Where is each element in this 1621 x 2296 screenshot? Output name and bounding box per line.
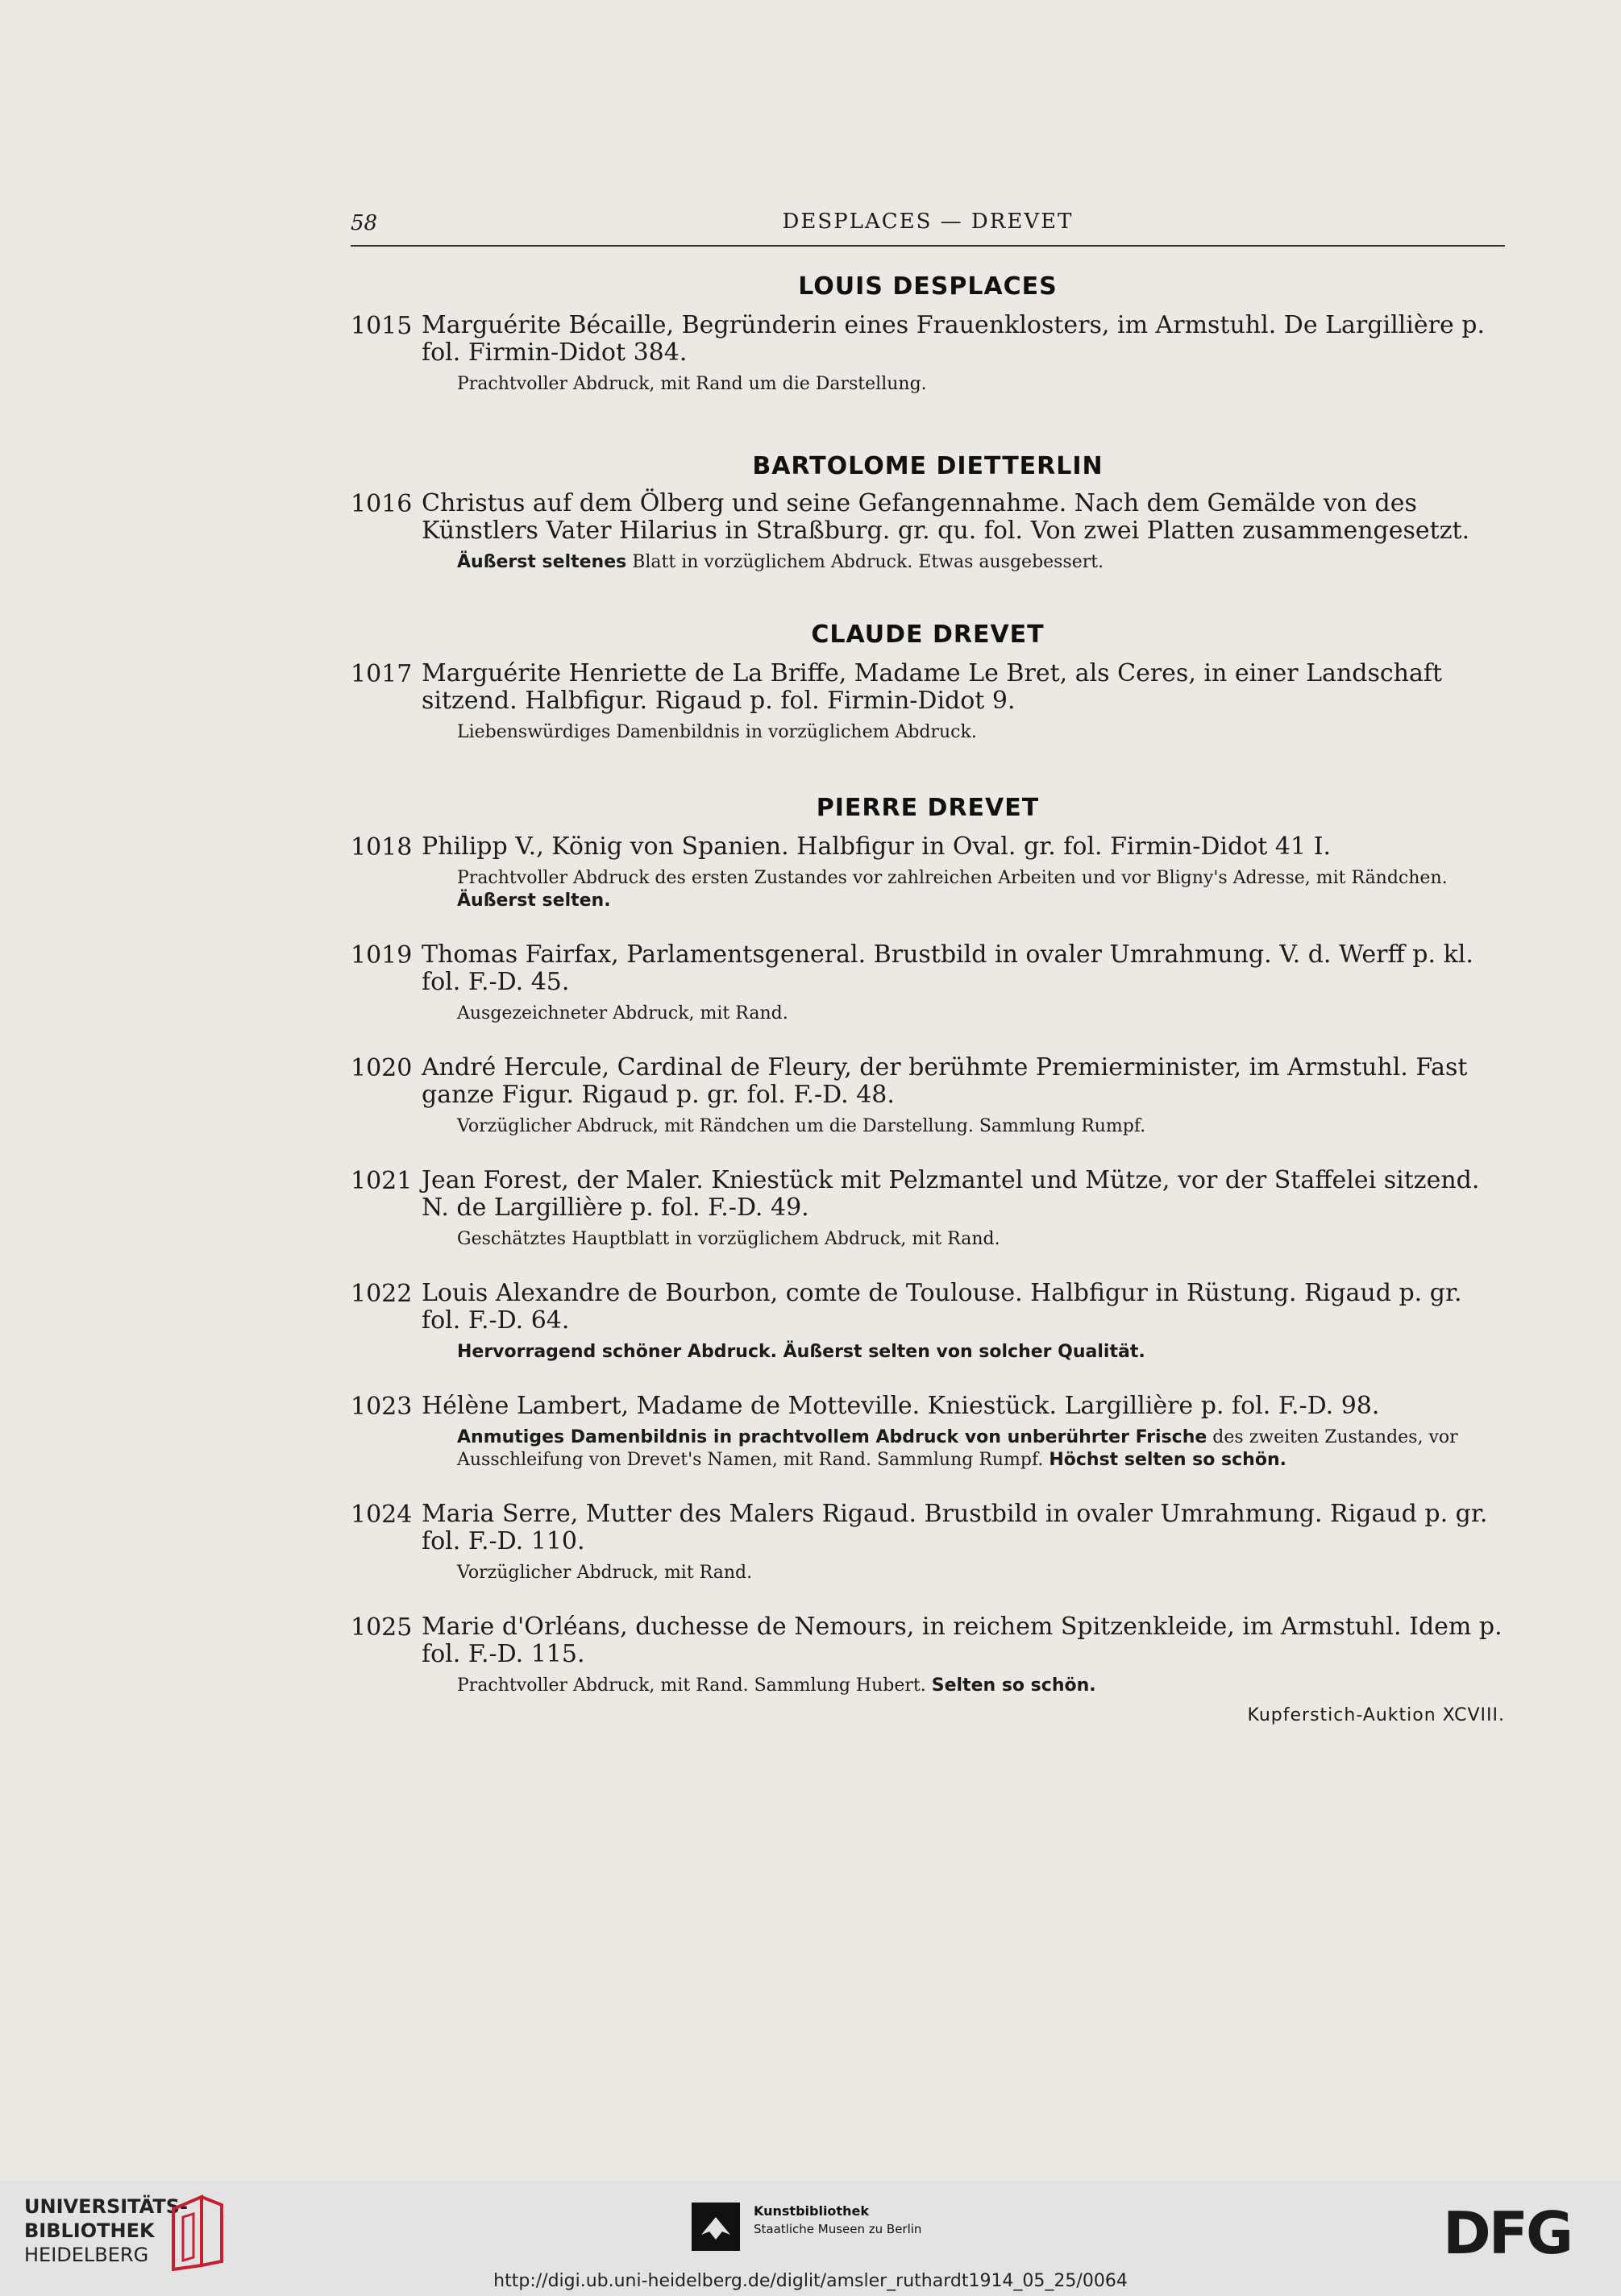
entry-note xyxy=(457,721,1505,744)
header-rule xyxy=(351,245,1505,247)
catalog-entry xyxy=(351,312,1505,396)
note-text: Prachtvoller Abdruck, mit Rand um die Darstellung. xyxy=(457,374,927,394)
entry-note xyxy=(457,1115,1505,1138)
entry-number: 1025 xyxy=(351,1613,413,1642)
section-heading: LOUIS DESPLACES xyxy=(798,272,1058,301)
note-text: Vorzüglicher Abdruck, mit Rand. xyxy=(457,1563,753,1583)
ub-logo-line1: UNIVERSITÄTS- xyxy=(24,2195,189,2218)
catalog-entry xyxy=(351,1167,1505,1251)
catalog-entry xyxy=(351,833,1505,912)
note-emphasis: Anmutiges Damenbildnis in prachtvollem Abdruck von unberührter Frische xyxy=(457,1427,1207,1447)
catalog-entry xyxy=(351,1393,1505,1472)
dfg-logo[interactable]: DFG xyxy=(1443,2199,1572,2267)
note-emphasis: Hervorragend schöner Abdruck. Äußerst selten von solcher Qualität. xyxy=(457,1342,1145,1362)
catalog-entry xyxy=(351,1054,1505,1138)
kb-line1: Kunstbibliothek xyxy=(754,2203,869,2219)
page-number: 58 xyxy=(351,211,378,235)
kunstbibliothek-logo[interactable] xyxy=(754,2203,921,2238)
entry-text: Jean Forest, der Maler. Kniestück mit Pelzmantel und Mütze, vor der Staffelei sitzend. N. de Largillière p. fol. F.-D. 49. xyxy=(422,1166,1480,1222)
entry-number: 1018 xyxy=(351,833,413,862)
signature-mark: Kupferstich-Auktion XCVIII. xyxy=(1247,1705,1505,1725)
note-emphasis: Höchst selten so schön. xyxy=(1049,1450,1286,1470)
ub-emblem-icon xyxy=(165,2193,226,2273)
page-url[interactable]: http://digi.ub.uni-heidelberg.de/diglit/amsler_ruthardt1914_05_25/0064 xyxy=(493,2271,1128,2291)
entry-number: 1022 xyxy=(351,1280,413,1308)
entry-note xyxy=(457,1426,1505,1472)
entry-note xyxy=(457,1341,1505,1364)
entry-note xyxy=(457,1562,1505,1584)
entry-text: Marie d'Orléans, duchesse de Nemours, in reichem Spitzenkleide, im Armstuhl. Idem p. fol. F.-D. 115. xyxy=(422,1613,1503,1668)
note-text: Prachtvoller Abdruck des ersten Zustandes vor zahlreichen Arbeiten und vor Bligny's Adresse, mit Rändchen. xyxy=(457,868,1448,888)
entry-text: Marguérite Bécaille, Begründerin eines Frauenklosters, im Armstuhl. De Largillière p. fol. Firmin-Didot 384. xyxy=(422,311,1485,367)
note-text: Liebenswürdiges Damenbildnis in vorzüglichem Abdruck. xyxy=(457,722,977,742)
catalog-entry xyxy=(351,1501,1505,1584)
entry-number: 1016 xyxy=(351,490,413,518)
entry-note xyxy=(457,1228,1505,1251)
entry-number: 1017 xyxy=(351,660,413,688)
entry-note xyxy=(457,867,1505,912)
note-text: Prachtvoller Abdruck, mit Rand. Sammlung Hubert. xyxy=(457,1675,932,1696)
page-content xyxy=(351,208,1505,1738)
note-text: Ausgezeichneter Abdruck, mit Rand. xyxy=(457,1003,788,1023)
ub-heidelberg-logo[interactable] xyxy=(24,2194,188,2267)
entry-text: Hélène Lambert, Madame de Motteville. Kniestück. Largillière p. fol. F.-D. 98. xyxy=(422,1392,1380,1420)
entry-note xyxy=(457,1675,1505,1697)
note-text: des zweiten Zustandes, vor Ausschleifung von Drevet's Namen, mit Rand. Sammlung Rumpf. xyxy=(457,1427,1458,1470)
section-heading: BARTOLOME DIETTERLIN xyxy=(752,452,1104,480)
catalog-entry xyxy=(351,1613,1505,1697)
entry-text: Thomas Fairfax, Parlamentsgeneral. Brustbild in ovaler Umrahmung. V. d. Werff p. kl. fol. F.-D. 45. xyxy=(422,940,1473,996)
note-emphasis: Selten so schön. xyxy=(931,1675,1096,1696)
entry-number: 1021 xyxy=(351,1167,413,1195)
entry-number: 1024 xyxy=(351,1501,413,1529)
entry-note xyxy=(457,1003,1505,1025)
note-text: Vorzüglicher Abdruck, mit Rändchen um die Darstellung. Sammlung Rumpf. xyxy=(457,1116,1146,1136)
entry-number: 1019 xyxy=(351,941,413,969)
entry-number: 1023 xyxy=(351,1393,413,1421)
entry-text: Marguérite Henriette de La Briffe, Madame Le Bret, als Ceres, in einer Landschaft sitzend. Halbfigur. Rigaud p. fol. Firmin-Didot 9. xyxy=(422,659,1443,715)
signature-row xyxy=(351,1705,1505,1738)
catalog-entry xyxy=(351,941,1505,1025)
entry-text: Louis Alexandre de Bourbon, comte de Toulouse. Halbfigur in Rüstung. Rigaud p. gr. fol. F.-D. 64. xyxy=(422,1279,1462,1335)
entry-number: 1020 xyxy=(351,1054,413,1082)
catalog-entry xyxy=(351,660,1505,744)
entry-text: Philipp V., König von Spanien. Halbfigur in Oval. gr. fol. Firmin-Didot 41 I. xyxy=(422,832,1331,861)
running-title: DESPLACES — DREVET xyxy=(782,210,1074,234)
catalog-entry xyxy=(351,490,1505,574)
entry-number: 1015 xyxy=(351,312,413,340)
note-emphasis: Äußerst selten. xyxy=(457,891,611,911)
catalog-entry xyxy=(351,1280,1505,1364)
ub-logo-line3: HEIDELBERG xyxy=(24,2244,149,2266)
section-heading: PIERRE DREVET xyxy=(816,794,1040,822)
entry-note xyxy=(457,373,1505,396)
entry-text: Maria Serre, Mutter des Malers Rigaud. Brustbild in ovaler Umrahmung. Rigaud p. gr. fol. F.-D. 110. xyxy=(422,1500,1488,1555)
entry-note xyxy=(457,551,1505,574)
note-emphasis: Äußerst seltenes xyxy=(457,552,627,572)
kunstbibliothek-eagle-icon xyxy=(692,2203,740,2251)
viewer-footer xyxy=(0,2180,1621,2296)
ub-logo-line2: BIBLIOTHEK xyxy=(24,2219,155,2242)
section-heading: CLAUDE DREVET xyxy=(811,621,1045,649)
note-text: Geschätztes Hauptblatt in vorzüglichem Abdruck, mit Rand. xyxy=(457,1229,1000,1249)
kb-line2: Staatliche Museen zu Berlin xyxy=(754,2222,922,2236)
entry-text: André Hercule, Cardinal de Fleury, der berühmte Premierminister, im Armstuhl. Fast ganze Figur. Rigaud p. gr. fol. F.-D. 48. xyxy=(422,1053,1468,1109)
entry-text: Christus auf dem Ölberg und seine Gefangennahme. Nach dem Gemälde von des Künstlers Vater Hilarius in Straßburg. gr. qu. fol. Von zwei Platten zusammengesetzt. xyxy=(422,489,1470,545)
page-header xyxy=(351,208,1505,240)
note-text: Blatt in vorzüglichem Abdruck. Etwas ausgebessert. xyxy=(626,552,1104,572)
